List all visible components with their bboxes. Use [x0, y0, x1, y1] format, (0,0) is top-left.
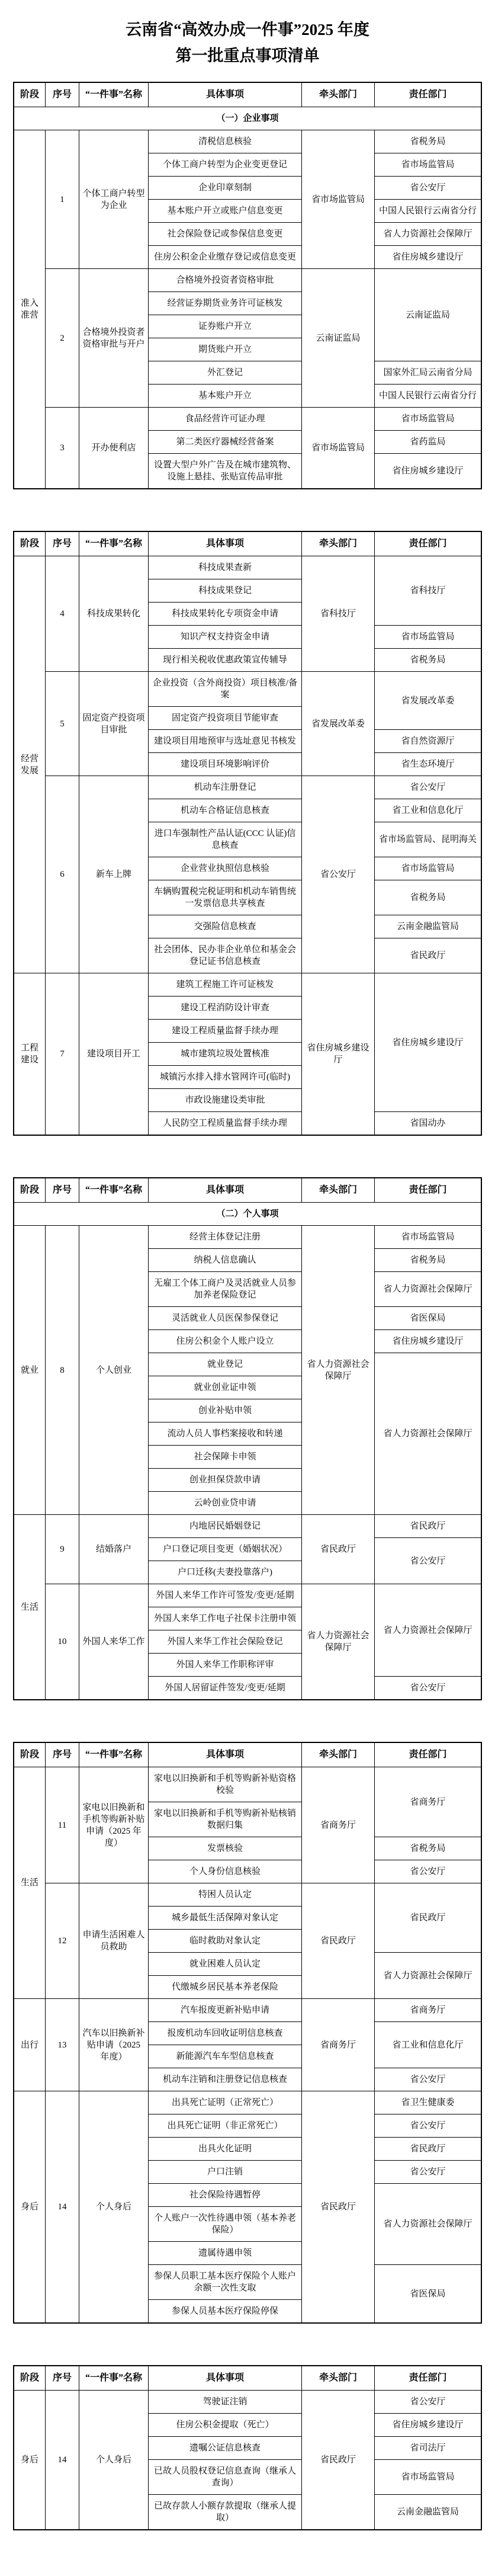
- col-header-item: 具体事项: [149, 531, 302, 556]
- dept-cell: 省国动办: [375, 1112, 482, 1136]
- col-header-lead: 牵头部门: [302, 2366, 375, 2391]
- table-row: [14, 130, 481, 153]
- name-cell: 申请生活困难人员救助: [79, 1883, 149, 1999]
- seq-cell: 11: [46, 1767, 79, 1883]
- stage-cell: 准入准营: [14, 130, 46, 489]
- item-cell: 基本账户开立: [149, 385, 302, 408]
- col-header-name: “一件事”名称: [79, 2366, 149, 2391]
- item-cell: 现行相关税收优惠政策宣传辅导: [149, 649, 302, 672]
- item-cell: 机动车合格证信息核查: [149, 799, 302, 822]
- stage-cell: 出行: [14, 1999, 46, 2091]
- col-header-stage: 阶段: [14, 2366, 46, 2391]
- stage-cell: 身后: [14, 2091, 46, 2324]
- item-cell: 纳税人信息确认: [149, 1249, 302, 1272]
- items-table: [13, 1742, 482, 2324]
- col-header-dept: 责任部门: [375, 1742, 482, 1767]
- table-row: [14, 1515, 481, 1538]
- dept-cell: 省市场监管局: [375, 2460, 482, 2495]
- name-cell: 固定资产投资项目审批: [79, 672, 149, 776]
- dept-cell: 省公安厅: [375, 1860, 482, 1883]
- item-cell: 社会团体、民办非企业单位和基金会登记证书信息核查: [149, 938, 302, 973]
- dept-cell: 省自然资源厅: [375, 730, 482, 753]
- item-cell: 就业困难人员认定: [149, 1953, 302, 1976]
- col-header-lead: 牵头部门: [302, 531, 375, 556]
- name-cell: 个人身后: [79, 2391, 149, 2530]
- item-cell: 建设工程消防设计审查: [149, 997, 302, 1020]
- col-header-dept: 责任部门: [375, 2366, 482, 2391]
- table-row: [14, 1226, 481, 1249]
- col-header-name: “一件事”名称: [79, 531, 149, 556]
- dept-cell: 省公安厅: [375, 776, 482, 799]
- dept-cell: 省商务厅: [375, 1999, 482, 2022]
- seq-cell: 2: [46, 269, 79, 408]
- lead-cell: 省市场监管局: [302, 408, 375, 489]
- header-row: [14, 531, 481, 556]
- item-cell: 证券账户开立: [149, 315, 302, 338]
- item-cell: 住房公积金企业缴存登记或信息变更: [149, 246, 302, 269]
- table-block-4: [13, 1742, 482, 2324]
- col-header-lead: 牵头部门: [302, 1178, 375, 1203]
- dept-cell: 省公安厅: [375, 2114, 482, 2138]
- name-cell: 科技成果转化: [79, 556, 149, 672]
- lead-cell: 省市场监管局: [302, 130, 375, 269]
- dept-cell: 省医保局: [375, 2265, 482, 2324]
- document-title-line2: 第一批重点事项清单: [175, 47, 320, 65]
- dept-cell: 省公安厅: [375, 2161, 482, 2184]
- col-header-seq: 序号: [46, 1742, 79, 1767]
- item-cell: 建设项目用地预审与选址意见书核发: [149, 730, 302, 753]
- dept-cell: 省市场监管局: [375, 857, 482, 880]
- seq-cell: 6: [46, 776, 79, 973]
- items-table: [13, 531, 482, 1136]
- item-cell: 个人账户一次性待遇申领（基本养老保险）: [149, 2207, 302, 2242]
- item-cell: 流动人员人事档案接收和转递: [149, 1422, 302, 1446]
- dept-cell: 中国人民银行云南省分行: [375, 200, 482, 223]
- col-header-item: 具体事项: [149, 1742, 302, 1767]
- item-cell: 食品经营许可证办理: [149, 408, 302, 431]
- col-header-seq: 序号: [46, 1178, 79, 1203]
- item-cell: 出具死亡证明（非正常死亡）: [149, 2114, 302, 2138]
- col-header-dept: 责任部门: [375, 1178, 482, 1203]
- dept-cell: 省民政厅: [375, 1883, 482, 1953]
- lead-cell: 省住房城乡建设厅: [302, 973, 375, 1136]
- dept-cell: 省住房城乡建设厅: [375, 2414, 482, 2437]
- seq-cell: 4: [46, 556, 79, 672]
- col-header-name: “一件事”名称: [79, 1742, 149, 1767]
- dept-cell: 省税务局: [375, 1249, 482, 1272]
- name-cell: 新车上牌: [79, 776, 149, 973]
- seq-cell: 1: [46, 130, 79, 269]
- lead-cell: 省商务厅: [302, 1999, 375, 2091]
- item-cell: 清税信息核验: [149, 130, 302, 153]
- dept-cell: 省科技厅: [375, 556, 482, 626]
- item-cell: 住房公积金个人账户设立: [149, 1330, 302, 1353]
- table-row: [14, 2091, 481, 2114]
- table-row: [14, 1584, 481, 1607]
- item-cell: 建筑工程施工许可证核发: [149, 973, 302, 997]
- item-cell: 遗嘱公证信息核查: [149, 2437, 302, 2460]
- item-cell: 城镇污水排入排水管网许可(临时): [149, 1066, 302, 1089]
- dept-cell: 省司法厅: [375, 2437, 482, 2460]
- tables-container: [13, 82, 482, 2530]
- item-cell: 报废机动车回收证明信息核查: [149, 2022, 302, 2045]
- seq-cell: 7: [46, 973, 79, 1136]
- items-table: [13, 82, 482, 489]
- item-cell: 发票核验: [149, 1837, 302, 1860]
- dept-cell: 省税务局: [375, 880, 482, 915]
- item-cell: 科技成果转化专项资金申请: [149, 603, 302, 626]
- item-cell: 建设项目环境影响评价: [149, 753, 302, 776]
- col-header-lead: 牵头部门: [302, 82, 375, 107]
- dept-cell: 省住房城乡建设厅: [375, 454, 482, 489]
- stage-cell: 就业: [14, 1226, 46, 1515]
- col-header-item: 具体事项: [149, 82, 302, 107]
- header-row: [14, 82, 481, 107]
- dept-cell: 省人力资源社会保障厅: [375, 1584, 482, 1677]
- dept-cell: 省发展改革委: [375, 672, 482, 730]
- item-cell: 科技成果查新: [149, 556, 302, 579]
- lead-cell: 省发展改革委: [302, 672, 375, 776]
- item-cell: 基本账户开立或账户信息变更: [149, 200, 302, 223]
- items-table: [13, 2365, 482, 2530]
- table-block-1: [13, 82, 482, 489]
- name-cell: 外国人来华工作: [79, 1584, 149, 1700]
- name-cell: 合格境外投资者资格审批与开户: [79, 269, 149, 408]
- dept-cell: 省人力资源社会保障厅: [375, 2184, 482, 2265]
- lead-cell: 省公安厅: [302, 776, 375, 973]
- item-cell: 创业担保贷款申请: [149, 1469, 302, 1492]
- item-cell: 固定资产投资项目节能审查: [149, 707, 302, 730]
- item-cell: 外汇登记: [149, 361, 302, 385]
- stage-cell: 身后: [14, 2391, 46, 2530]
- section-row: [14, 1203, 481, 1226]
- dept-cell: 省市场监管局、昆明海关: [375, 822, 482, 857]
- item-cell: 参保人员职工基本医疗保险个人账户余额一次性支取: [149, 2265, 302, 2300]
- dept-cell: 省住房城乡建设厅: [375, 973, 482, 1112]
- item-cell: 第二类医疗器械经营备案: [149, 431, 302, 454]
- lead-cell: 省民政厅: [302, 1883, 375, 1999]
- lead-cell: 省民政厅: [302, 2091, 375, 2324]
- col-header-item: 具体事项: [149, 2366, 302, 2391]
- name-cell: 个人身后: [79, 2091, 149, 2324]
- dept-cell: 省卫生健康委: [375, 2091, 482, 2114]
- table-row: [14, 776, 481, 799]
- dept-cell: 省公安厅: [375, 2391, 482, 2414]
- dept-cell: 省人力资源社会保障厅: [375, 223, 482, 246]
- item-cell: 遗属待遇申领: [149, 2242, 302, 2265]
- dept-cell: 省住房城乡建设厅: [375, 246, 482, 269]
- item-cell: 城市建筑垃圾处置核准: [149, 1043, 302, 1066]
- item-cell: 户口迁移(夫妻投靠落户): [149, 1561, 302, 1584]
- dept-cell: 省市场监管局: [375, 626, 482, 649]
- item-cell: 社会保险待遇暂停: [149, 2184, 302, 2207]
- item-cell: 期货账户开立: [149, 338, 302, 361]
- item-cell: 企业投资（含外商投资）项目核准/备案: [149, 672, 302, 707]
- item-cell: 外国人来华工作职称评审: [149, 1654, 302, 1677]
- seq-cell: 3: [46, 408, 79, 489]
- name-cell: 家电以旧换新和手机等购新补贴申请（2025 年度）: [79, 1767, 149, 1883]
- item-cell: 就业创业证申领: [149, 1376, 302, 1399]
- item-cell: 社会保险登记或参保信息变更: [149, 223, 302, 246]
- table-row: [14, 1883, 481, 1907]
- item-cell: 机动车注册登记: [149, 776, 302, 799]
- item-cell: 科技成果登记: [149, 579, 302, 603]
- lead-cell: 省人力资源社会保障厅: [302, 1226, 375, 1515]
- table-row: [14, 672, 481, 707]
- item-cell: 个体工商户转型为企业变更登记: [149, 153, 302, 177]
- col-header-seq: 序号: [46, 2366, 79, 2391]
- item-cell: 代缴城乡居民基本养老保险: [149, 1976, 302, 1999]
- item-cell: 户口登记项目变更（婚姻状况）: [149, 1538, 302, 1561]
- dept-cell: 省民政厅: [375, 2138, 482, 2161]
- dept-cell: 省民政厅: [375, 1515, 482, 1538]
- seq-cell: 12: [46, 1883, 79, 1999]
- seq-cell: 10: [46, 1584, 79, 1700]
- item-cell: 知识产权支持资金申请: [149, 626, 302, 649]
- name-cell: 汽车以旧换新补贴申请（2025 年度）: [79, 1999, 149, 2091]
- item-cell: 就业登记: [149, 1353, 302, 1376]
- item-cell: 参保人员基本医疗保险停保: [149, 2300, 302, 2324]
- stage-cell: 生活: [14, 1767, 46, 1999]
- name-cell: 建设项目开工: [79, 973, 149, 1136]
- item-cell: 已故存款人小额存款提取（继承人提取）: [149, 2495, 302, 2530]
- dept-cell: 云南金融监管局: [375, 915, 482, 938]
- lead-cell: 省科技厅: [302, 556, 375, 672]
- seq-cell: 5: [46, 672, 79, 776]
- items-table: [13, 1177, 482, 1700]
- header-row: [14, 1742, 481, 1767]
- dept-cell: 省人力资源社会保障厅: [375, 1353, 482, 1515]
- item-cell: 外国人来华工作社会保险登记: [149, 1630, 302, 1654]
- item-cell: 新能源汽车车型信息核查: [149, 2045, 302, 2068]
- section-label: （一）企业事项: [14, 107, 481, 130]
- dept-cell: 省住房城乡建设厅: [375, 1330, 482, 1353]
- seq-cell: 8: [46, 1226, 79, 1515]
- item-cell: 出具火化证明: [149, 2138, 302, 2161]
- col-header-dept: 责任部门: [375, 82, 482, 107]
- item-cell: 经营主体登记注册: [149, 1226, 302, 1249]
- item-cell: 家电以旧换新和手机等购新补贴核销数据归集: [149, 1802, 302, 1837]
- table-block-2: [13, 531, 482, 1136]
- section-label: （二）个人事项: [14, 1203, 481, 1226]
- dept-cell: 省生态环境厅: [375, 753, 482, 776]
- item-cell: 灵活就业人员医保参保登记: [149, 1307, 302, 1330]
- item-cell: 创业补贴申领: [149, 1399, 302, 1422]
- dept-cell: 省公安厅: [375, 177, 482, 200]
- dept-cell: 省医保局: [375, 1307, 482, 1330]
- item-cell: 市政设施建设类审批: [149, 1089, 302, 1112]
- stage-cell: 生活: [14, 1515, 46, 1700]
- item-cell: 已故人员股权登记信息查询（继承人查询）: [149, 2460, 302, 2495]
- dept-cell: 省市场监管局: [375, 408, 482, 431]
- table-row: [14, 269, 481, 292]
- col-header-name: “一件事”名称: [79, 1178, 149, 1203]
- item-cell: 企业印章刻制: [149, 177, 302, 200]
- table-row: [14, 973, 481, 997]
- item-cell: 家电以旧换新和手机等购新补贴资格校验: [149, 1767, 302, 1802]
- item-cell: 内地居民婚姻登记: [149, 1515, 302, 1538]
- seq-cell: 14: [46, 2091, 79, 2324]
- dept-cell: 省市场监管局: [375, 1226, 482, 1249]
- item-cell: 临时救助对象认定: [149, 1930, 302, 1953]
- dept-cell: 云南金融监管局: [375, 2495, 482, 2530]
- dept-cell: 省市场监管局: [375, 153, 482, 177]
- item-cell: 住房公积金提取（死亡）: [149, 2414, 302, 2437]
- name-cell: 个体工商户转型为企业: [79, 130, 149, 269]
- col-header-seq: 序号: [46, 82, 79, 107]
- dept-cell: 省药监局: [375, 431, 482, 454]
- item-cell: 外国人来华工作电子社保卡注册申领: [149, 1607, 302, 1630]
- dept-cell: 省税务局: [375, 130, 482, 153]
- table-row: [14, 408, 481, 431]
- lead-cell: 省商务厅: [302, 1767, 375, 1883]
- dept-cell: 省工业和信息化厅: [375, 799, 482, 822]
- item-cell: 交强险信息核查: [149, 915, 302, 938]
- item-cell: 设置大型户外广告及在城市建筑物、设施上悬挂、张贴宣传品审批: [149, 454, 302, 489]
- item-cell: 经营证券期货业务许可证核发: [149, 292, 302, 315]
- col-header-lead: 牵头部门: [302, 1742, 375, 1767]
- dept-cell: 省民政厅: [375, 938, 482, 973]
- name-cell: 结婚落户: [79, 1515, 149, 1584]
- seq-cell: 14: [46, 2391, 79, 2530]
- lead-cell: 省民政厅: [302, 2391, 375, 2530]
- col-header-dept: 责任部门: [375, 531, 482, 556]
- dept-cell: 省人力资源社会保障厅: [375, 1272, 482, 1307]
- item-cell: 人民防空工程质量监督手续办理: [149, 1112, 302, 1136]
- document-title-line1: 云南省“高效办成一件事”2025 年度: [126, 21, 369, 39]
- item-cell: 户口注销: [149, 2161, 302, 2184]
- name-cell: 个人创业: [79, 1226, 149, 1515]
- header-row: [14, 2366, 481, 2391]
- dept-cell: 省公安厅: [375, 2068, 482, 2091]
- lead-cell: 云南证监局: [302, 269, 375, 408]
- table-row: [14, 1767, 481, 1802]
- item-cell: 驾驶证注销: [149, 2391, 302, 2414]
- item-cell: 云岭创业贷申请: [149, 1492, 302, 1515]
- dept-cell: 省税务局: [375, 649, 482, 672]
- item-cell: 特困人员认定: [149, 1883, 302, 1907]
- col-header-name: “一件事”名称: [79, 82, 149, 107]
- item-cell: 社会保障卡申领: [149, 1446, 302, 1469]
- item-cell: 汽车报废更新补贴申请: [149, 1999, 302, 2022]
- col-header-seq: 序号: [46, 531, 79, 556]
- seq-cell: 9: [46, 1515, 79, 1584]
- item-cell: 车辆购置税完税证明和机动车销售统一发票信息共享核查: [149, 880, 302, 915]
- name-cell: 开办便利店: [79, 408, 149, 489]
- item-cell: 外国人来华工作许可签发/变更/延期: [149, 1584, 302, 1607]
- document-title: [13, 17, 482, 69]
- table-block-3: [13, 1177, 482, 1700]
- dept-cell: 省人力资源社会保障厅: [375, 1953, 482, 1999]
- item-cell: 建设工程质量监督手续办理: [149, 1020, 302, 1043]
- stage-cell: 经营发展: [14, 556, 46, 973]
- item-cell: 出具死亡证明（正常死亡）: [149, 2091, 302, 2114]
- table-row: [14, 2391, 481, 2414]
- item-cell: 外国人居留证件签发/变更/延期: [149, 1677, 302, 1700]
- table-row: [14, 1999, 481, 2022]
- item-cell: 机动车注销和注册登记信息核查: [149, 2068, 302, 2091]
- header-row: [14, 1178, 481, 1203]
- item-cell: 合格境外投资者资格审批: [149, 269, 302, 292]
- lead-cell: 省人力资源社会保障厅: [302, 1584, 375, 1700]
- item-cell: 城乡最低生活保障对象认定: [149, 1907, 302, 1930]
- dept-cell: 省工业和信息化厅: [375, 2022, 482, 2068]
- dept-cell: 云南证监局: [375, 269, 482, 361]
- item-cell: 进口车强制性产品认证(CCC 认证)信息核查: [149, 822, 302, 857]
- table-block-5: [13, 2365, 482, 2530]
- table-row: [14, 556, 481, 579]
- item-cell: 个人身份信息核验: [149, 1860, 302, 1883]
- item-cell: 无雇工个体工商户及灵活就业人员参加养老保险登记: [149, 1272, 302, 1307]
- col-header-stage: 阶段: [14, 82, 46, 107]
- col-header-stage: 阶段: [14, 1178, 46, 1203]
- seq-cell: 13: [46, 1999, 79, 2091]
- section-row: [14, 107, 481, 130]
- dept-cell: 国家外汇局云南省分局: [375, 361, 482, 385]
- dept-cell: 中国人民银行云南省分行: [375, 385, 482, 408]
- stage-cell: 工程建设: [14, 973, 46, 1136]
- col-header-stage: 阶段: [14, 1742, 46, 1767]
- dept-cell: 省税务局: [375, 1837, 482, 1860]
- lead-cell: 省民政厅: [302, 1515, 375, 1584]
- col-header-item: 具体事项: [149, 1178, 302, 1203]
- dept-cell: 省公安厅: [375, 1677, 482, 1700]
- dept-cell: 省商务厅: [375, 1767, 482, 1837]
- dept-cell: 省公安厅: [375, 1538, 482, 1584]
- item-cell: 企业营业执照信息核验: [149, 857, 302, 880]
- col-header-stage: 阶段: [14, 531, 46, 556]
